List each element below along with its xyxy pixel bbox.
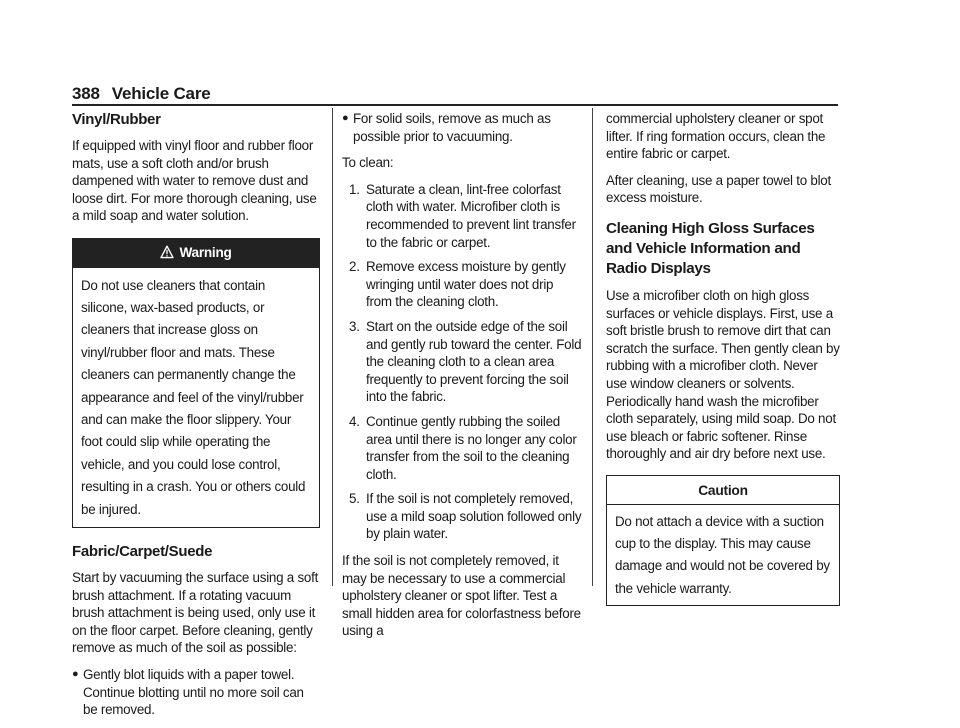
column-3	[606, 110, 840, 618]
bullet-icon: ●	[72, 668, 79, 680]
warning-header	[73, 239, 319, 268]
column-2	[342, 110, 582, 649]
step-item: 2. Remove excess moisture by gently wringing until water does not drip from the cleaning cloth.	[349, 259, 566, 310]
blot-paragraph: After cleaning, use a paper towel to blot excess moisture.	[606, 172, 831, 206]
column-divider-left	[332, 108, 333, 586]
caution-box	[606, 475, 840, 606]
section-title: Vehicle Care	[111, 84, 211, 103]
page-number: 388	[72, 84, 100, 103]
page-header	[72, 84, 211, 104]
column-1	[72, 110, 320, 728]
column-divider-right	[592, 108, 593, 586]
fabric-carpet-suede-heading: Fabric/Carpet/Suede	[72, 543, 213, 561]
warning-title: Warning	[179, 244, 232, 260]
vinyl-rubber-paragraph: If equipped with vinyl floor and rubber floor mats, use a soft cloth and/or brush dampened with water to remove dust and loose dirt. For more thorough cleaning, use a mild soap and water solution.	[72, 138, 317, 224]
cleaning-steps	[342, 181, 582, 543]
solid-soil-bullet-list	[342, 110, 582, 145]
continued-paragraph: commercial upholstery cleaner or spot lifter. If ring formation occurs, clean the entire fabric or carpet.	[606, 111, 826, 162]
header-rule	[72, 104, 838, 106]
list-item: ● For solid soils, remove as much as possible prior to vacuuming.	[342, 111, 551, 144]
step-item: 1. Saturate a clean, lint-free colorfast cloth with water. Microfiber cloth is recommended to prevent lint transfer to the fabric or carpet.	[349, 181, 576, 250]
warning-text: Do not use cleaners that contain silicone, wax-based products, or cleaners that increase gloss on vinyl/rubber floor and mats. These cleaners can permanently change the appearance and feel of the vinyl/rubber and can make the floor slippery. Your foot could slip while operating the vehicle, and you could lose control, resulting in a crash. You or others could be injured.	[81, 277, 306, 517]
high-gloss-paragraph: Use a microfiber cloth on high gloss surfaces or vehicle displays. First, use a soft bristle brush to remove dirt that can scratch the surface. Then gently clean by rubbing with a microfiber cloth. Never use window cleaners or solvents. Periodically hand wash the microfiber cloth separately, using mild soap. Do not use bleach or fabric softener. Rinse thoroughly and air dry before next use.	[606, 287, 840, 462]
caution-title: Caution	[607, 476, 839, 505]
caution-text: Do not attach a device with a suction cup to the display. This may cause damage and would not be covered by the vehicle warranty.	[615, 513, 830, 596]
high-gloss-heading: Cleaning High Gloss Surfaces and Vehicle Information and Radio Displays	[606, 219, 815, 277]
step-item: 4. Continue gently rubbing the soiled area until there is no longer any color transfer from the soil to the cleaning cloth.	[349, 413, 577, 482]
list-item: ● Gently blot liquids with a paper towel. Continue blotting until no more soil can be removed.	[72, 667, 304, 718]
to-clean-label: To clean:	[342, 155, 394, 171]
step-item: 5. If the soil is not completely removed, use a mild soap solution followed only by plain water.	[349, 491, 582, 542]
warning-triangle-icon	[160, 245, 174, 264]
vinyl-rubber-heading: Vinyl/Rubber	[72, 111, 161, 128]
fabric-bullet-list	[72, 666, 320, 719]
after-steps-paragraph: If the soil is not completely removed, it may be necessary to use a commercial upholstery cleaner or spot lifter. Test a small hidden area for colorfastness before using a	[342, 553, 581, 639]
step-item: 3. Start on the outside edge of the soil and gently rub toward the center. Fold the cleaning cloth to a clean area frequently to prevent forcing the soil into the fabric.	[349, 318, 582, 405]
fabric-paragraph: Start by vacuuming the surface using a soft brush attachment. If a rotating vacuum brush attachment is being used, only use it on the floor carpet. Before cleaning, gently remove as much of the soil as possible:	[72, 570, 319, 656]
bullet-icon: ●	[342, 112, 349, 124]
warning-box	[72, 238, 320, 528]
